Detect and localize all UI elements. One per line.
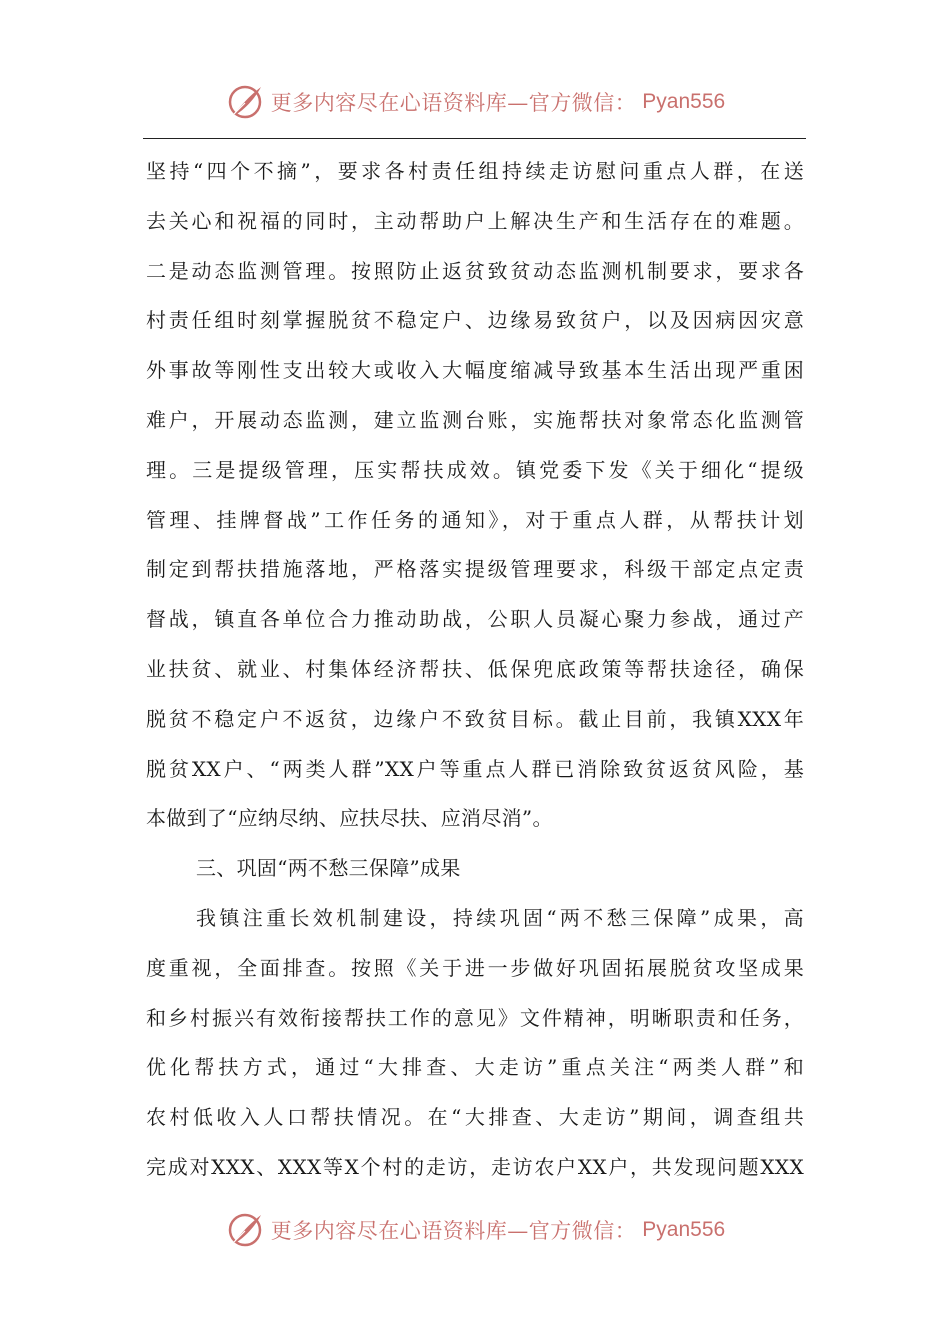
body-line: 农村低收入人口帮扶情况。在“大排查、大走访”期间，调查组共 — [146, 1105, 804, 1130]
body-line: 本做到了“应纳尽纳、应扶尽扶、应消尽消”。 — [146, 806, 553, 831]
body-line: 理。三是提级管理，压实帮扶成效。镇党委下发《关于细化“提级 — [146, 457, 804, 482]
body-line: 度重视，全面排查。按照《关于进一步做好巩固拓展脱贫攻坚成果 — [146, 955, 804, 980]
header-banner-text: 更多内容尽在心语资料库—官方微信： — [270, 91, 637, 115]
body-line: 脱贫XX户、“两类人群”XX户等重点人群已消除致贫返贫风险，基 — [146, 756, 804, 781]
header-wechat-id: Pyan556 — [642, 90, 726, 113]
header-banner — [0, 80, 950, 124]
header-rule — [143, 138, 806, 139]
footer-banner — [0, 1208, 950, 1252]
document-body — [146, 147, 804, 1193]
body-line: 完成对XXX、XXX等X个村的走访，走访农户XX户，共发现问题XXX — [146, 1154, 804, 1179]
quill-logo-icon — [225, 1210, 265, 1250]
body-line: 制定到帮扶措施落地，严格落实提级管理要求，科级干部定点定责 — [146, 557, 804, 582]
body-line: 优化帮扶方式，通过“大排查、大走访”重点关注“两类人群”和 — [146, 1055, 804, 1080]
footer-wechat-id: Pyan556 — [642, 1218, 726, 1241]
body-line: 脱贫不稳定户不返贫，边缘户不致贫目标。截止目前，我镇XXX年 — [146, 706, 804, 731]
body-line: 外事故等刚性支出较大或收入大幅度缩减导致基本生活出现严重困 — [146, 358, 804, 383]
quill-logo-icon — [225, 82, 265, 122]
body-line: 业扶贫、就业、村集体经济帮扶、低保兜底政策等帮扶途径，确保 — [146, 656, 804, 681]
body-line: 管理、挂牌督战”工作任务的通知》，对于重点人群，从帮扶计划 — [146, 507, 804, 532]
body-line: 二是动态监测管理。按照防止返贫致贫动态监测机制要求，要求各 — [146, 258, 804, 283]
section-heading: 三、巩固“两不愁三保障”成果 — [196, 856, 461, 881]
body-line: 坚持“四个不摘”，要求各村责任组持续走访慰问重点人群，在送 — [146, 159, 804, 183]
footer-banner-text: 更多内容尽在心语资料库—官方微信： — [270, 1219, 637, 1243]
body-line: 督战，镇直各单位合力推动助战，公职人员凝心聚力参战，通过产 — [146, 607, 804, 632]
body-line: 村责任组时刻掌握脱贫不稳定户、边缘易致贫户，以及因病因灾意 — [146, 308, 804, 333]
body-line: 和乡村振兴有效衔接帮扶工作的意见》文件精神，明晰职责和任务， — [146, 1005, 804, 1030]
body-line: 我镇注重长效机制建设，持续巩固“两不愁三保障”成果，高 — [196, 905, 804, 930]
body-line: 去关心和祝福的同时，主动帮助户上解决生产和生活存在的难题。 — [146, 208, 804, 233]
body-line: 难户，开展动态监测，建立监测台账，实施帮扶对象常态化监测管 — [146, 407, 804, 432]
